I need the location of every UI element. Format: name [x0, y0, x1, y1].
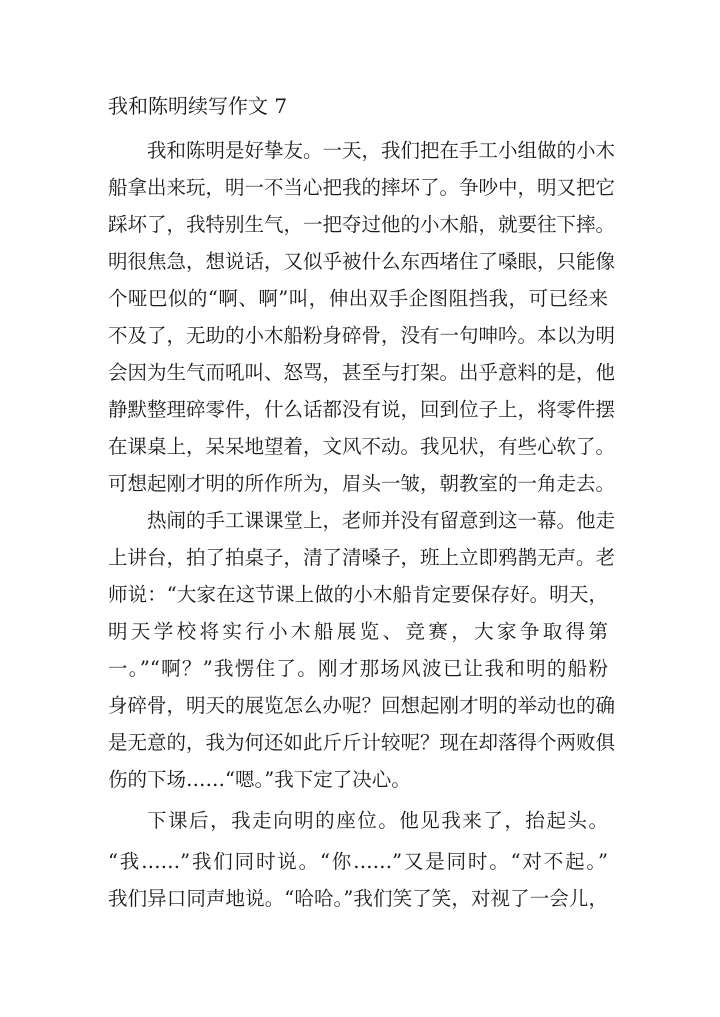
paragraph-2-line-7: 是无意的，我为何还如此斤斤计较呢？现在却落得个两败俱	[108, 731, 616, 754]
paragraph-2-line-1: 热闹的手工课课堂上，老师并没有留意到这一幕。他走	[147, 509, 616, 532]
paragraph-1-line-7: 会因为生气而吼叫、怒骂，甚至与打架。出乎意料的是，他	[108, 361, 616, 384]
paragraph-2-line-8: 伤的下场……“嗯。”我下定了决心。	[108, 768, 411, 791]
paragraph-2-line-4: 明天学校将实行小木船展览、竞赛，大家争取得第	[108, 620, 608, 643]
paragraph-3-line-2: “我……”我们同时说。“你……”又是同时。“对不起。”	[108, 850, 608, 873]
paragraph-1-line-9: 在课桌上，呆呆地望着，文风不动。我见状，有些心软了。	[108, 435, 616, 458]
paragraph-1-line-10: 可想起刚才明的所作所为，眉头一皱，朝教室的一角走去。	[108, 472, 616, 495]
document-title: 我和陈明续写作文 7	[108, 94, 288, 118]
paragraph-2-line-5: 一。”“啊？”我愣住了。刚才那场风波已让我和明的船粉	[108, 657, 608, 680]
paragraph-1-line-5: 个哑巴似的“啊、啊”叫，伸出双手企图阻挡我，可已经来	[108, 287, 608, 310]
paragraph-1-line-4: 明很焦急，想说话，又似乎被什么东西堵住了嗓眼，只能像	[108, 250, 616, 273]
paragraph-2-line-2: 上讲台，拍了拍桌子，清了清嗓子，班上立即鸦鹊无声。老	[108, 546, 616, 569]
paragraph-2-line-6: 身碎骨，明天的展览怎么办呢？回想起刚才明的举动也的确	[108, 694, 616, 717]
paragraph-3-line-1: 下课后，我走向明的座位。他见我来了，抬起头。	[147, 809, 608, 832]
paragraph-1-line-2: 船拿出来玩，明一不当心把我的摔坏了。争吵中，明又把它	[108, 176, 616, 199]
paragraph-3-line-3: 我们异口同声地说。“哈哈。”我们笑了笑，对视了一会儿，	[108, 887, 608, 910]
paragraph-1-line-3: 踩坏了，我特别生气，一把夺过他的小木船，就要往下摔。	[108, 213, 616, 236]
paragraph-1-line-8: 静默整理碎零件，什么话都没有说，回到位子上，将零件摆	[108, 398, 616, 421]
paragraph-2-line-3: 师说：“大家在这节课上做的小木船肯定要保存好。明天，	[108, 583, 608, 606]
paragraph-1-line-6: 不及了，无助的小木船粉身碎骨，没有一句呻吟。本以为明	[108, 324, 616, 347]
paragraph-1-line-1: 我和陈明是好挚友。一天，我们把在手工小组做的小木	[147, 139, 616, 162]
